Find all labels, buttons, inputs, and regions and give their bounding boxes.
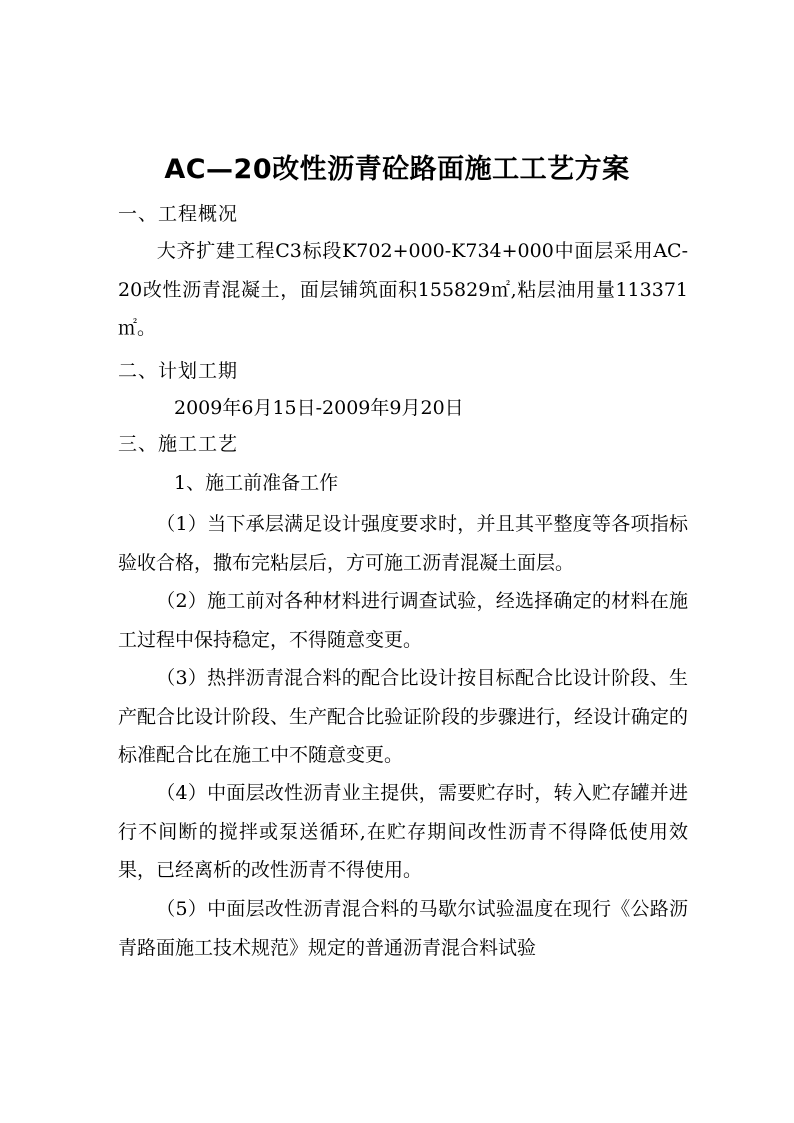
process-item-3-text: （3）热拌沥青混合料的配合比设计按目标配合比设计阶段、生产配合比设计阶段、生产配合比验证阶段的步骤进行，经设计确定的标准配合比在施工中不随意变更。 xyxy=(118,667,689,766)
section-heading-overview: 一、工程概况 xyxy=(118,203,239,225)
process-subheading xyxy=(118,468,688,498)
process-subheading-text: 1、施工前准备工作 xyxy=(174,472,339,494)
overview-text: 大齐扩建工程C3标段K702+000-K734+000中面层采用AC-20改性沥青混凝土，面层铺筑面积155829㎡,粘层油用量113371㎡。 xyxy=(118,240,688,339)
section-body-overview xyxy=(118,232,688,348)
section-body-schedule xyxy=(118,393,688,423)
process-item-2 xyxy=(118,582,688,659)
process-item-2-text: （2）施工前对各种材料进行调查试验，经选择确定的材料在施工过程中保持稳定，不得随意变更。 xyxy=(118,590,688,651)
process-item-3 xyxy=(118,659,688,775)
process-item-4 xyxy=(118,774,688,890)
process-item-4-text: （4）中面层改性沥青业主提供，需要贮存时，转入贮存罐并进行不间断的搅拌或泵送循环,在贮存期间改性沥青不得降低使用效果，已经离析的改性沥青不得使用。 xyxy=(118,782,688,881)
process-item-1 xyxy=(118,505,688,582)
process-item-5-text: （5）中面层改性沥青混合料的马歇尔试验温度在现行《公路沥青路面施工技术规范》规定的普通沥青混合料试验 xyxy=(118,898,688,959)
schedule-text: 2009年6月15日-2009年9月20日 xyxy=(174,397,464,419)
section-heading-process: 三、施工工艺 xyxy=(118,433,239,455)
process-item-1-text: （1）当下承层满足设计强度要求时，并且其平整度等各项指标验收合格，撒布完粘层后，方可施工沥青混凝土面层。 xyxy=(118,513,688,574)
section-heading-schedule: 二、计划工期 xyxy=(118,360,239,382)
document-title: AC—20改性沥青砼路面施工工艺方案 xyxy=(164,154,630,185)
process-item-5 xyxy=(118,890,688,967)
